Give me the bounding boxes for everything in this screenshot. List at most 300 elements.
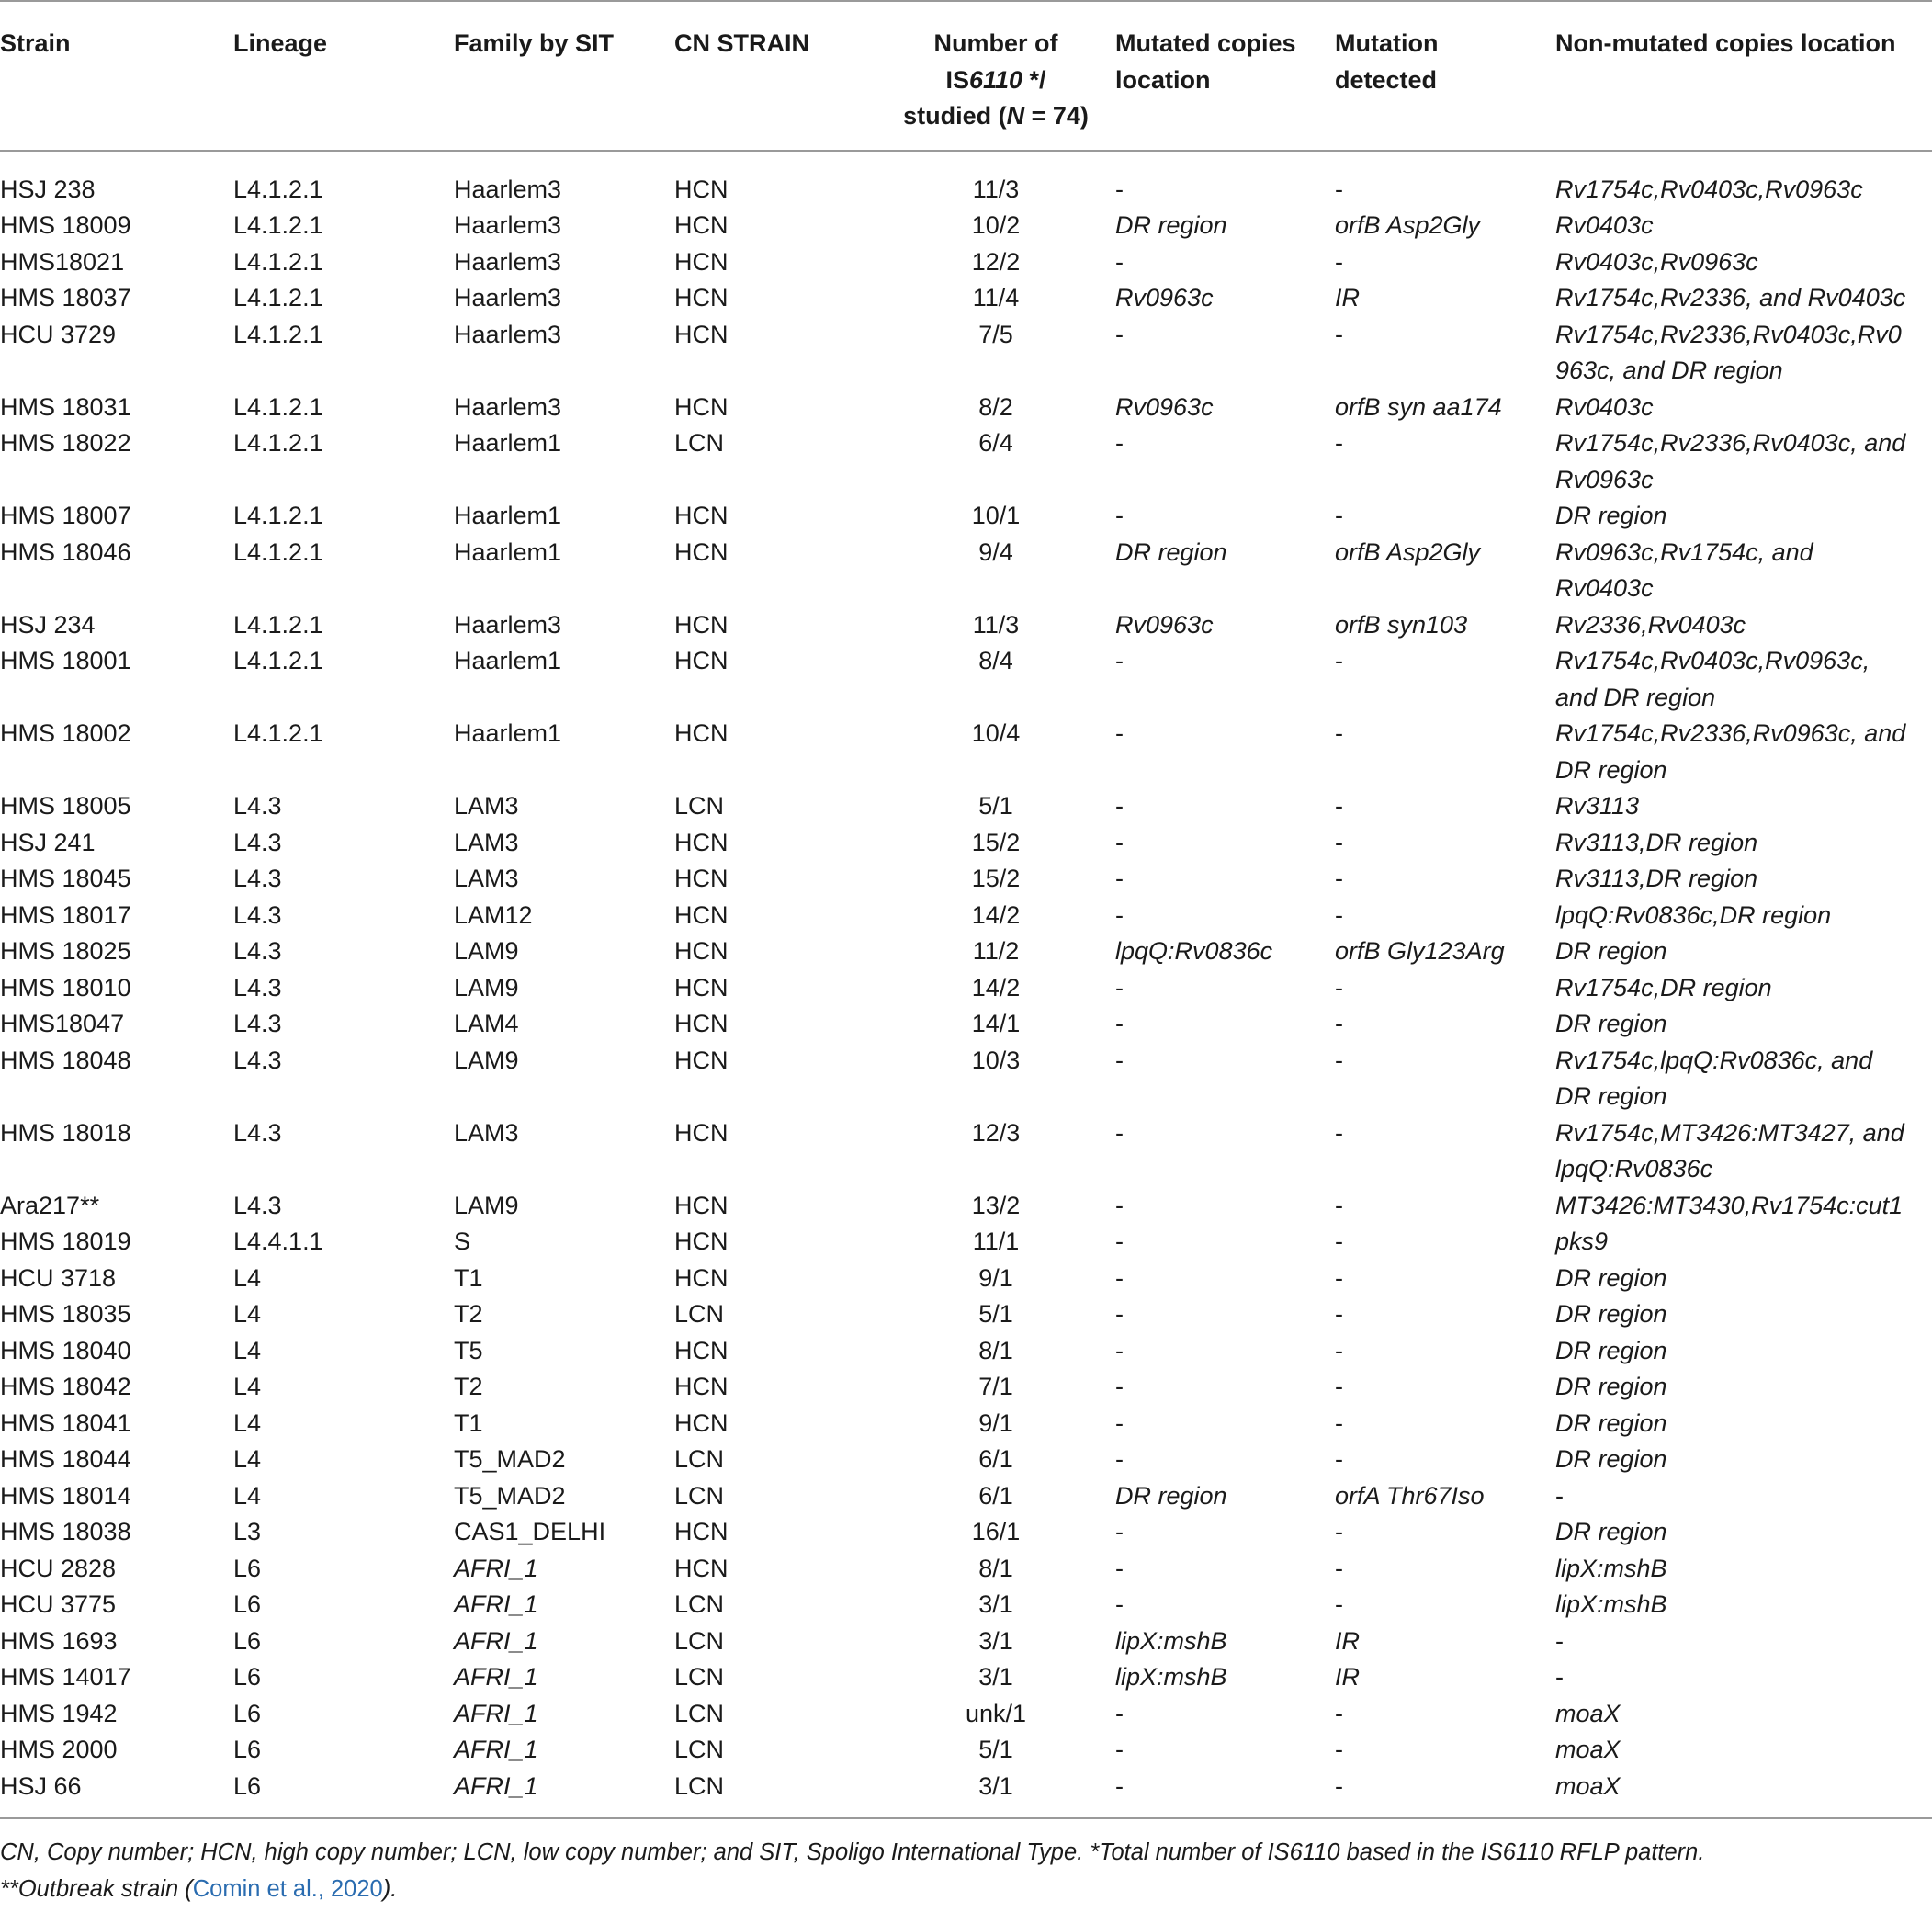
cell-nonmutated-location (1555, 716, 1932, 788)
cell-nonmutated-location (1555, 643, 1932, 716)
cell-lineage: L4.4.1.1 (233, 1228, 323, 1255)
cell-lineage: L4 (233, 1263, 262, 1292)
cell-mutated-location: Rv0963c (1115, 610, 1214, 639)
cell-cn-strain: HCN (674, 828, 729, 856)
cell-nonmutated-location: Rv2336,Rv0403c (1555, 610, 1746, 639)
table-row (0, 898, 1932, 934)
cell-nonmutated-location: - (1555, 1481, 1564, 1510)
cell-nonmutated-location: Rv0403c (1555, 211, 1654, 239)
cell-text-line: Rv0963c,Rv1754c, and (1555, 537, 1813, 566)
table-row (0, 1369, 1932, 1406)
header-cn-strain: CN STRAIN (674, 1, 876, 151)
cell-cn-strain: HCN (674, 1118, 729, 1147)
citation-link[interactable]: Comin et al., 2020 (192, 1876, 383, 1902)
table-row (0, 425, 1932, 498)
table-row (0, 1043, 1932, 1115)
cell-strain: HCU 3729 (0, 320, 117, 348)
cell-family: Haarlem1 (454, 719, 562, 747)
header-mutation-detected: Mutation detected (1335, 1, 1555, 151)
cell-number: unk/1 (965, 1699, 1027, 1727)
cell-mutation-detected: - (1335, 1191, 1343, 1219)
cell-cn-strain: HCN (674, 320, 729, 348)
cell-mutated-location: lpqQ:Rv0836c (1115, 937, 1273, 965)
cell-family: Haarlem1 (454, 537, 562, 566)
cell-text-line: Rv1754c,Rv2336,Rv0963c, and (1555, 719, 1906, 747)
cell-strain: HSJ 66 (0, 1769, 233, 1819)
cell-mutated-location: - (1115, 900, 1124, 929)
cell-mutated-location: - (1115, 1554, 1124, 1582)
cell-number: 10/3 (971, 1046, 1021, 1074)
cell-family: LAM3 (454, 828, 519, 856)
table-row (0, 1188, 1932, 1225)
cell-number: 5/1 (978, 1300, 1013, 1328)
cell-mutation-detected: orfB syn103 (1335, 610, 1468, 639)
cell-family: LAM9 (454, 973, 519, 1001)
cell-strain: HMS 18044 (0, 1445, 131, 1473)
cell-nonmutated-location: moaX (1555, 1769, 1932, 1819)
header-nonmutated-location: Non-mutated copies location (1555, 1, 1932, 151)
cell-nonmutated-location: moaX (1555, 1699, 1621, 1727)
cell-number: 15/2 (971, 828, 1021, 856)
cell-family: LAM9 (454, 1046, 519, 1074)
cell-strain: HMS 18014 (0, 1481, 131, 1510)
cell-mutation-detected: - (1335, 1518, 1343, 1545)
cell-cn-strain: HCN (674, 973, 729, 1001)
cell-number: 10/4 (971, 719, 1021, 747)
cell-lineage: L4.3 (233, 1046, 282, 1074)
cell-family: Haarlem3 (454, 284, 562, 311)
cell-mutation-detected: IR (1335, 1626, 1360, 1655)
cell-lineage: L4.3 (233, 828, 282, 856)
cell-family: AFRI_1 (454, 1769, 674, 1819)
table-row (0, 317, 1932, 390)
cell-mutated-location: - (1115, 1590, 1124, 1618)
cell-mutation-detected: - (1335, 1373, 1343, 1400)
cell-mutated-location: - (1115, 502, 1124, 529)
cell-mutated-location: DR region (1115, 537, 1227, 566)
cell-nonmutated-location: moaX (1555, 1736, 1621, 1763)
cell-strain: HMS 2000 (0, 1736, 118, 1763)
cell-family: Haarlem1 (454, 429, 562, 457)
table-row (0, 1659, 1932, 1696)
cell-lineage: L4.3 (233, 937, 282, 965)
cell-lineage: L4.3 (233, 900, 282, 929)
table-row (0, 1478, 1932, 1515)
cell-number: 11/1 (972, 1228, 1020, 1255)
cell-cn-strain: HCN (674, 1554, 729, 1582)
cell-cn-strain: LCN (674, 1769, 876, 1819)
cell-number: 8/2 (978, 392, 1013, 421)
cell-number: 9/4 (978, 537, 1013, 566)
table-row (0, 933, 1932, 970)
cell-lineage: L4.1.2.1 (233, 610, 323, 639)
cell-family: Haarlem1 (454, 502, 562, 529)
cell-cn-strain: HCN (674, 211, 729, 239)
cell-mutated-location: - (1115, 1699, 1124, 1727)
cell-mutation-detected: IR (1335, 1663, 1360, 1691)
header-strain: Strain (0, 1, 233, 151)
footnote-line-1: CN, Copy number; HCN, high copy number; LCN, low copy number; and SIT, Spoligo International Type. *Total number of IS6110 based in the IS6110 RFLP pattern. (0, 1839, 1705, 1865)
cell-mutation-detected: orfA Thr67Iso (1335, 1481, 1485, 1510)
cell-strain: HSJ 241 (0, 828, 96, 856)
cell-cn-strain: LCN (674, 1481, 725, 1510)
table-row (0, 970, 1932, 1007)
cell-cn-strain: LCN (674, 792, 725, 820)
cell-nonmutated-location: DR region (1555, 1010, 1667, 1037)
cell-text-line: Rv1754c,Rv0403c,Rv0963c, (1555, 647, 1870, 674)
cell-number: 7/5 (978, 320, 1013, 348)
table-header-row (0, 1, 1932, 151)
cell-cn-strain: HCN (674, 1191, 729, 1219)
cell-mutation-detected: orfB Asp2Gly (1335, 211, 1481, 239)
cell-lineage: L3 (233, 1518, 262, 1545)
cell-cn-strain: LCN (674, 1736, 725, 1763)
cell-strain: HMS 18035 (0, 1300, 131, 1328)
cell-cn-strain: HCN (674, 284, 729, 311)
cell-mutation-detected: - (1335, 1263, 1343, 1292)
cell-cn-strain: HCN (674, 247, 729, 276)
cell-number: 7/1 (978, 1373, 1013, 1400)
cell-lineage: L6 (233, 1699, 262, 1727)
cell-lineage: L4.1.2.1 (233, 719, 323, 747)
cell-text-line: Rv0403c (1555, 574, 1654, 602)
cell-strain: HMS 18002 (0, 719, 131, 747)
cell-lineage: L4.1.2.1 (233, 502, 323, 529)
cell-cn-strain: HCN (674, 1518, 729, 1545)
cell-cn-strain: HCN (674, 392, 729, 421)
cell-lineage: L4 (233, 1445, 262, 1473)
cell-family: Haarlem3 (454, 392, 562, 421)
cell-mutated-location: - (1115, 828, 1124, 856)
table-row (0, 607, 1932, 644)
cell-lineage: L4.3 (233, 1010, 282, 1037)
cell-mutated-location: - (1115, 1409, 1124, 1437)
cell-number: 8/1 (978, 1336, 1013, 1364)
table-row (0, 825, 1932, 862)
cell-lineage: L4 (233, 1481, 262, 1510)
cell-mutated-location: - (1115, 1118, 1124, 1147)
cell-text-line: Rv1754c,Rv2336,Rv0403c,Rv0 (1555, 320, 1902, 348)
cell-strain: HCU 3718 (0, 1263, 117, 1292)
cell-cn-strain: HCN (674, 537, 729, 566)
cell-strain: HMS 18009 (0, 211, 131, 239)
cell-mutation-detected: - (1335, 1409, 1343, 1437)
cell-lineage: L4 (233, 1373, 262, 1400)
cell-family: LAM3 (454, 792, 519, 820)
cell-family: Haarlem3 (454, 175, 562, 203)
cell-number: 10/1 (971, 502, 1021, 529)
cell-mutation-detected: - (1335, 175, 1343, 203)
table-row (0, 208, 1932, 244)
cell-text-line: DR region (1555, 1082, 1667, 1110)
cell-number: 14/1 (971, 1010, 1021, 1037)
cell-text-line: Rv1754c,MT3426:MT3427, and (1555, 1118, 1904, 1147)
cell-mutated-location: - (1115, 247, 1124, 276)
cell-mutation-detected: - (1335, 647, 1343, 674)
cell-cn-strain: HCN (674, 865, 729, 892)
cell-lineage: L4.1.2.1 (233, 392, 323, 421)
cell-lineage: L6 (233, 1626, 262, 1655)
table-row (0, 151, 1932, 209)
cell-lineage: L4.1.2.1 (233, 211, 323, 239)
cell-family: T5 (454, 1336, 483, 1364)
cell-nonmutated-location: MT3426:MT3430,Rv1754c:cut1 (1555, 1191, 1904, 1219)
cell-lineage: L4 (233, 1336, 262, 1364)
table-row (0, 1006, 1932, 1043)
cell-lineage: L6 (233, 1663, 262, 1691)
table-body (0, 151, 1932, 1819)
table-row (0, 390, 1932, 426)
table-row (0, 535, 1932, 607)
cell-mutation-detected: - (1335, 1699, 1343, 1727)
table-row (0, 1587, 1932, 1624)
cell-strain: HMS 18045 (0, 865, 131, 892)
cell-number: 11/4 (972, 284, 1020, 311)
cell-mutation-detected: - (1335, 1736, 1343, 1763)
cell-cn-strain: HCN (674, 1263, 729, 1292)
cell-mutated-location: DR region (1115, 1481, 1227, 1510)
cell-mutated-location: - (1115, 1046, 1124, 1074)
cell-nonmutated-location: DR region (1555, 937, 1667, 965)
cell-nonmutated-location: - (1555, 1626, 1564, 1655)
cell-mutation-detected: - (1335, 320, 1343, 348)
cell-strain: HSJ 238 (0, 175, 96, 203)
cell-family: LAM12 (454, 900, 533, 929)
cell-strain: HSJ 234 (0, 610, 96, 639)
cell-number: 9/1 (978, 1409, 1013, 1437)
cell-nonmutated-location: DR region (1555, 1518, 1667, 1545)
table-row (0, 1696, 1932, 1733)
cell-nonmutated-location (1555, 1115, 1932, 1188)
cell-text-line: Rv0963c (1555, 465, 1654, 493)
cell-strain: HMS 18001 (0, 647, 131, 674)
cell-lineage: L4.3 (233, 973, 282, 1001)
cell-nonmutated-location: Rv1754c,Rv0403c,Rv0963c (1555, 175, 1863, 203)
cell-cn-strain: HCN (674, 1046, 729, 1074)
cell-family: Haarlem3 (454, 211, 562, 239)
cell-nonmutated-location: Rv1754c,DR region (1555, 973, 1772, 1001)
cell-mutated-location: - (1115, 1336, 1124, 1364)
cell-strain: HMS 18031 (0, 392, 131, 421)
cell-nonmutated-location: DR region (1555, 1409, 1667, 1437)
cell-family: T1 (454, 1263, 483, 1292)
cell-family: LAM9 (454, 937, 519, 965)
cell-mutation-detected: - (1335, 900, 1343, 929)
cell-family: T2 (454, 1373, 483, 1400)
table-row (0, 1296, 1932, 1333)
cell-lineage: L6 (233, 1590, 262, 1618)
cell-number: 15/2 (971, 865, 1021, 892)
cell-mutation-detected: - (1335, 1336, 1343, 1364)
cell-family: AFRI_1 (454, 1590, 538, 1618)
cell-mutated-location: - (1115, 1736, 1124, 1763)
cell-nonmutated-location (1555, 317, 1932, 390)
cell-strain: HMS18047 (0, 1010, 125, 1037)
cell-lineage: L4.3 (233, 865, 282, 892)
cell-mutation-detected: - (1335, 1769, 1555, 1819)
cell-lineage: L6 (233, 1554, 262, 1582)
cell-family: LAM4 (454, 1010, 519, 1037)
cell-number: 16/1 (971, 1518, 1021, 1545)
table-row (0, 1732, 1932, 1769)
cell-number: 8/1 (978, 1554, 1013, 1582)
cell-mutated-location: - (1115, 1373, 1124, 1400)
table-row (0, 716, 1932, 788)
cell-number: 5/1 (978, 792, 1013, 820)
cell-lineage: L4.3 (233, 792, 282, 820)
table-row (0, 1333, 1932, 1370)
cell-strain: HMS 18037 (0, 284, 131, 311)
table-row (0, 244, 1932, 281)
cell-nonmutated-location: DR region (1555, 502, 1667, 529)
cell-cn-strain: LCN (674, 1445, 725, 1473)
cell-family: T1 (454, 1409, 483, 1437)
cell-lineage: L6 (233, 1736, 262, 1763)
cell-mutated-location: - (1115, 175, 1124, 203)
cell-lineage: L4.1.2.1 (233, 247, 323, 276)
cell-number: 3/1 (876, 1769, 1115, 1819)
cell-nonmutated-location: DR region (1555, 1445, 1667, 1473)
cell-strain: HCU 2828 (0, 1554, 117, 1582)
cell-mutated-location: DR region (1115, 211, 1227, 239)
table-row (0, 1261, 1932, 1297)
cell-lineage: L4.1.2.1 (233, 537, 323, 566)
cell-cn-strain: HCN (674, 900, 729, 929)
cell-cn-strain: LCN (674, 1699, 725, 1727)
table-row (0, 1442, 1932, 1478)
cell-mutated-location: lipX:mshB (1115, 1663, 1227, 1691)
cell-lineage: L4.3 (233, 1118, 282, 1147)
cell-number: 12/3 (971, 1118, 1021, 1147)
cell-mutation-detected: - (1335, 1445, 1343, 1473)
cell-number: 13/2 (971, 1191, 1021, 1219)
table-row (0, 788, 1932, 825)
cell-number: 3/1 (978, 1626, 1013, 1655)
table-row (0, 1224, 1932, 1261)
cell-nonmutated-location: Rv0403c,Rv0963c (1555, 247, 1758, 276)
cell-family: Haarlem3 (454, 610, 562, 639)
cell-text-line: 963c, and DR region (1555, 356, 1783, 384)
cell-mutated-location: - (1115, 1191, 1124, 1219)
cell-nonmutated-location (1555, 535, 1932, 607)
cell-strain: HMS 18046 (0, 537, 131, 566)
cell-lineage: L4.1.2.1 (233, 284, 323, 311)
cell-strain: HMS 18018 (0, 1118, 131, 1147)
cell-family: AFRI_1 (454, 1554, 538, 1582)
cell-mutation-detected: orfB syn aa174 (1335, 392, 1502, 421)
cell-number: 11/3 (972, 175, 1020, 203)
cell-cn-strain: LCN (674, 429, 725, 457)
cell-cn-strain: HCN (674, 502, 729, 529)
table-row (0, 280, 1932, 317)
cell-strain: HMS 18007 (0, 502, 131, 529)
cell-nonmutated-location (1555, 425, 1932, 498)
cell-nonmutated-location: DR region (1555, 1373, 1667, 1400)
cell-nonmutated-location: - (1555, 1663, 1564, 1691)
cell-family: CAS1_DELHI (454, 1518, 606, 1545)
cell-family: AFRI_1 (454, 1663, 538, 1691)
cell-mutated-location: - (1115, 647, 1124, 674)
cell-nonmutated-location: Rv0403c (1555, 392, 1654, 421)
cell-mutation-detected: IR (1335, 284, 1360, 311)
cell-number: 11/2 (972, 937, 1020, 965)
cell-cn-strain: LCN (674, 1626, 725, 1655)
cell-cn-strain: HCN (674, 610, 729, 639)
cell-mutation-detected: - (1335, 1590, 1343, 1618)
cell-lineage: L6 (233, 1769, 454, 1819)
cell-mutation-detected: - (1335, 1300, 1343, 1328)
cell-nonmutated-location: DR region (1555, 1263, 1667, 1292)
table-row (0, 1406, 1932, 1442)
cell-cn-strain: HCN (674, 1010, 729, 1037)
cell-number: 11/3 (972, 610, 1020, 639)
cell-cn-strain: HCN (674, 1373, 729, 1400)
cell-cn-strain: LCN (674, 1663, 725, 1691)
cell-mutation-detected: orfB Gly123Arg (1335, 937, 1505, 965)
cell-number: 8/4 (978, 647, 1013, 674)
cell-text-line: Rv1754c,Rv2336,Rv0403c, and (1555, 429, 1906, 457)
cell-nonmutated-location: Rv1754c,Rv2336, and Rv0403c (1555, 284, 1906, 311)
cell-nonmutated-location: pks9 (1555, 1228, 1609, 1255)
cell-strain: HMS 18042 (0, 1373, 131, 1400)
table-footnote (0, 1834, 1932, 1907)
cell-number: 6/4 (978, 429, 1013, 457)
cell-number: 6/1 (978, 1481, 1013, 1510)
cell-mutated-location: lipX:mshB (1115, 1626, 1227, 1655)
cell-strain: HMS 18041 (0, 1409, 131, 1437)
cell-strain: HMS 18010 (0, 973, 131, 1001)
cell-number: 14/2 (971, 900, 1021, 929)
cell-mutated-location: - (1115, 973, 1124, 1001)
cell-family: T5_MAD2 (454, 1481, 566, 1510)
cell-lineage: L4 (233, 1300, 262, 1328)
cell-strain: HMS 18005 (0, 792, 131, 820)
cell-nonmutated-location: Rv3113,DR region (1555, 865, 1758, 892)
cell-mutated-location: Rv0963c (1115, 392, 1214, 421)
cell-cn-strain: LCN (674, 1300, 725, 1328)
cell-nonmutated-location: DR region (1555, 1336, 1667, 1364)
cell-number: 10/2 (971, 211, 1021, 239)
cell-nonmutated-location (1555, 1043, 1932, 1115)
cell-text-line: Rv1754c,lpqQ:Rv0836c, and (1555, 1046, 1873, 1074)
cell-mutation-detected: orfB Asp2Gly (1335, 537, 1481, 566)
cell-strain: HMS 18019 (0, 1228, 131, 1255)
cell-mutated-location: - (1115, 1518, 1124, 1545)
cell-number: 14/2 (971, 973, 1021, 1001)
cell-cn-strain: HCN (674, 1336, 729, 1364)
cell-family: AFRI_1 (454, 1736, 538, 1763)
cell-family: T5_MAD2 (454, 1445, 566, 1473)
cell-text-line: and DR region (1555, 683, 1716, 711)
cell-family: AFRI_1 (454, 1626, 538, 1655)
cell-cn-strain: HCN (674, 937, 729, 965)
cell-strain: HMS 1693 (0, 1626, 118, 1655)
cell-lineage: L4 (233, 1409, 262, 1437)
cell-family: LAM9 (454, 1191, 519, 1219)
cell-number: 6/1 (978, 1445, 1013, 1473)
cell-number: 12/2 (971, 247, 1021, 276)
cell-strain: Ara217** (0, 1191, 100, 1219)
cell-mutated-location: - (1115, 1263, 1124, 1292)
cell-mutation-detected: - (1335, 502, 1343, 529)
cell-strain: HCU 3775 (0, 1590, 117, 1618)
header-lineage: Lineage (233, 1, 454, 151)
table-row (0, 498, 1932, 535)
table-row (0, 1624, 1932, 1660)
cell-cn-strain: HCN (674, 719, 729, 747)
header-mutated-location: Mutated copies location (1115, 1, 1335, 151)
cell-nonmutated-location: DR region (1555, 1300, 1667, 1328)
